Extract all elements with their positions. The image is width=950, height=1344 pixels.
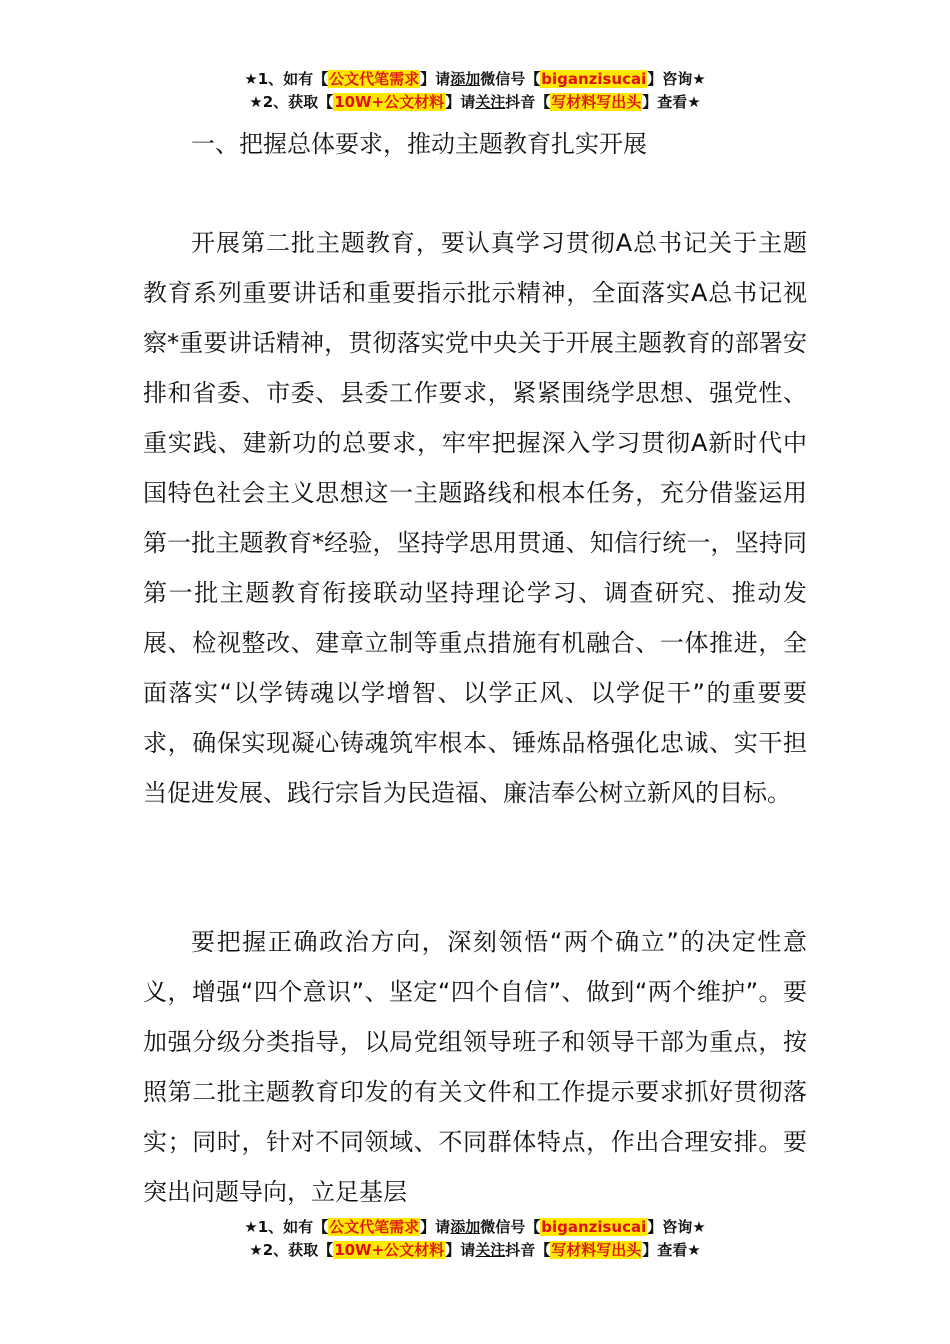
promo-highlight: 公文代笔需求: [329, 1218, 420, 1236]
promo-text: 】咨询★: [647, 1218, 706, 1236]
promo-text: ★2、获取【: [249, 1241, 334, 1259]
promo-text: 】咨询★: [647, 70, 706, 88]
promo-text: 】请: [445, 1241, 476, 1259]
promo-text: 】请: [445, 93, 476, 111]
promo-highlight: 公文代笔需求: [329, 70, 420, 88]
promo-underline: 关注: [475, 1241, 506, 1259]
promo-text: 】请: [420, 1218, 451, 1236]
promo-text: 】查看★: [642, 93, 701, 111]
promo-line-1: [0, 68, 950, 91]
promo-highlight: biganzisucai: [541, 1218, 647, 1236]
promo-line-2: [0, 1239, 950, 1262]
promo-underline: 添加: [450, 70, 481, 88]
promo-text: 微信号【: [480, 1218, 541, 1236]
promo-banner-bottom: [0, 1216, 950, 1262]
promo-underline: 关注: [475, 93, 506, 111]
promo-highlight: 写材料写出头: [551, 1241, 642, 1259]
promo-highlight: biganzisucai: [541, 70, 647, 88]
promo-text: ★1、如有【: [244, 70, 329, 88]
promo-highlight: 10W+公文材料: [334, 93, 445, 111]
promo-text: 抖音【: [505, 1241, 551, 1259]
promo-text: 抖音【: [505, 93, 551, 111]
promo-underline: 添加: [450, 1218, 481, 1236]
promo-text: 】请: [420, 70, 451, 88]
promo-text: ★1、如有【: [244, 1218, 329, 1236]
promo-text: 】查看★: [642, 1241, 701, 1259]
promo-highlight: 10W+公文材料: [334, 1241, 445, 1259]
promo-highlight: 写材料写出头: [551, 93, 642, 111]
section-heading: 一、把握总体要求，推动主题教育扎实开展: [191, 130, 647, 158]
promo-line-2: [0, 91, 950, 114]
promo-line-1: [0, 1216, 950, 1239]
body-paragraph-2: 要把握正确政治方向，深刻领悟“两个确立”的决定性意义，增强“四个意识”、坚定“四个自信”、做到“两个维护”。要加强分级分类指导，以局党组领导班子和领导干部为重点，按照第二批主题教育印发的有关文件和工作提示要求抓好贯彻落实；同时，针对不同领域、不同群体特点，作出合理安排。要突出问题导向，立足基层: [143, 928, 807, 1206]
promo-text: ★2、获取【: [249, 93, 334, 111]
promo-banner-top: [0, 68, 950, 114]
promo-text: 微信号【: [480, 70, 541, 88]
body-paragraph-1: 开展第二批主题教育，要认真学习贯彻A总书记关于主题教育系列重要讲话和重要指示批示精神，全面落实A总书记视察*重要讲话精神，贯彻落实党中央关于开展主题教育的部署安排和省委、市委、县委工作要求，紧紧围绕学思想、强党性、重实践、建新功的总要求，牢牢把握深入学习贯彻A新时代中国特色社会主义思想这一主题路线和根本任务，充分借鉴运用第一批主题教育*经验，坚持学思用贯通、知信行统一，坚持同第一批主题教育衔接联动坚持理论学习、调查研究、推动发展、检视整改、建章立制等重点措施有机融合、一体推进，全面落实“以学铸魂以学增智、以学正风、以学促干”的重要要求，确保实现凝心铸魂筑牢根本、锤炼品格强化忠诚、实干担当促进发展、践行宗旨为民造福、廉洁奉公树立新风的目标。: [143, 229, 807, 807]
